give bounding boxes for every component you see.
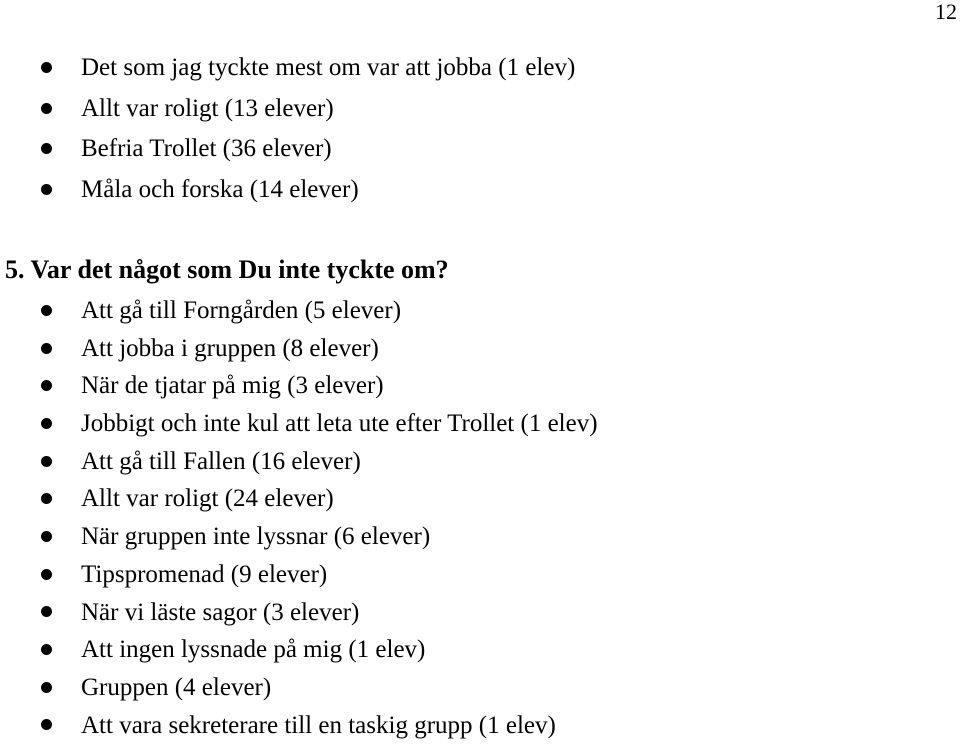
list-item-text: När de tjatar på mig (3 elever) xyxy=(81,372,384,400)
question-heading: 5. Var det något som Du inte tyckte om? xyxy=(5,255,449,284)
bullet-icon xyxy=(41,531,52,542)
list-item-text: Måla och forska (14 elever) xyxy=(81,175,359,203)
bullet-icon xyxy=(41,305,52,316)
list-item-text: Att ingen lyssnade på mig (1 elev) xyxy=(81,636,426,664)
list-item-text: Att gå till Forngården (5 elever) xyxy=(81,297,402,324)
bullet-icon xyxy=(41,719,52,730)
list-item-text: Allt var roligt (13 elever) xyxy=(81,94,334,122)
bullet-icon xyxy=(41,682,52,693)
list-item-text: Allt var roligt (24 elever) xyxy=(81,485,334,513)
bullet-icon xyxy=(41,644,52,655)
list-item-text: Att jobba i gruppen (8 elever) xyxy=(81,334,379,362)
list-item-text: När vi läste sagor (3 elever) xyxy=(81,598,360,626)
bullet-icon xyxy=(41,456,52,467)
bullet-icon xyxy=(41,569,52,580)
page-number: 12 xyxy=(935,0,957,24)
bullet-icon xyxy=(41,418,52,429)
bullet-icon xyxy=(41,343,52,354)
bullet-icon xyxy=(41,493,52,504)
bullet-icon xyxy=(41,380,52,391)
bullet-icon xyxy=(41,184,52,195)
list-item-text: Gruppen (4 elever) xyxy=(81,673,272,701)
bullet-icon xyxy=(41,103,52,114)
bullet-icon xyxy=(41,606,52,617)
list-item-text: Det som jag tyckte mest om var att jobba (1 elev) xyxy=(81,54,576,81)
list-item-text: Att gå till Fallen (16 elever) xyxy=(81,447,361,475)
list-item-text: Jobbigt och inte kul att leta ute efter Trollet (1 elev) xyxy=(81,410,598,438)
list-item-text: Att vara sekreterare till en taskig grupp (1 elev) xyxy=(81,711,556,739)
bullet-icon xyxy=(41,62,52,73)
list-item-text: När gruppen inte lyssnar (6 elever) xyxy=(81,523,431,551)
list-item-text: Tipspromenad (9 elever) xyxy=(81,560,328,588)
list-item-text: Befria Trollet (36 elever) xyxy=(81,135,332,162)
bullet-icon xyxy=(41,143,52,154)
